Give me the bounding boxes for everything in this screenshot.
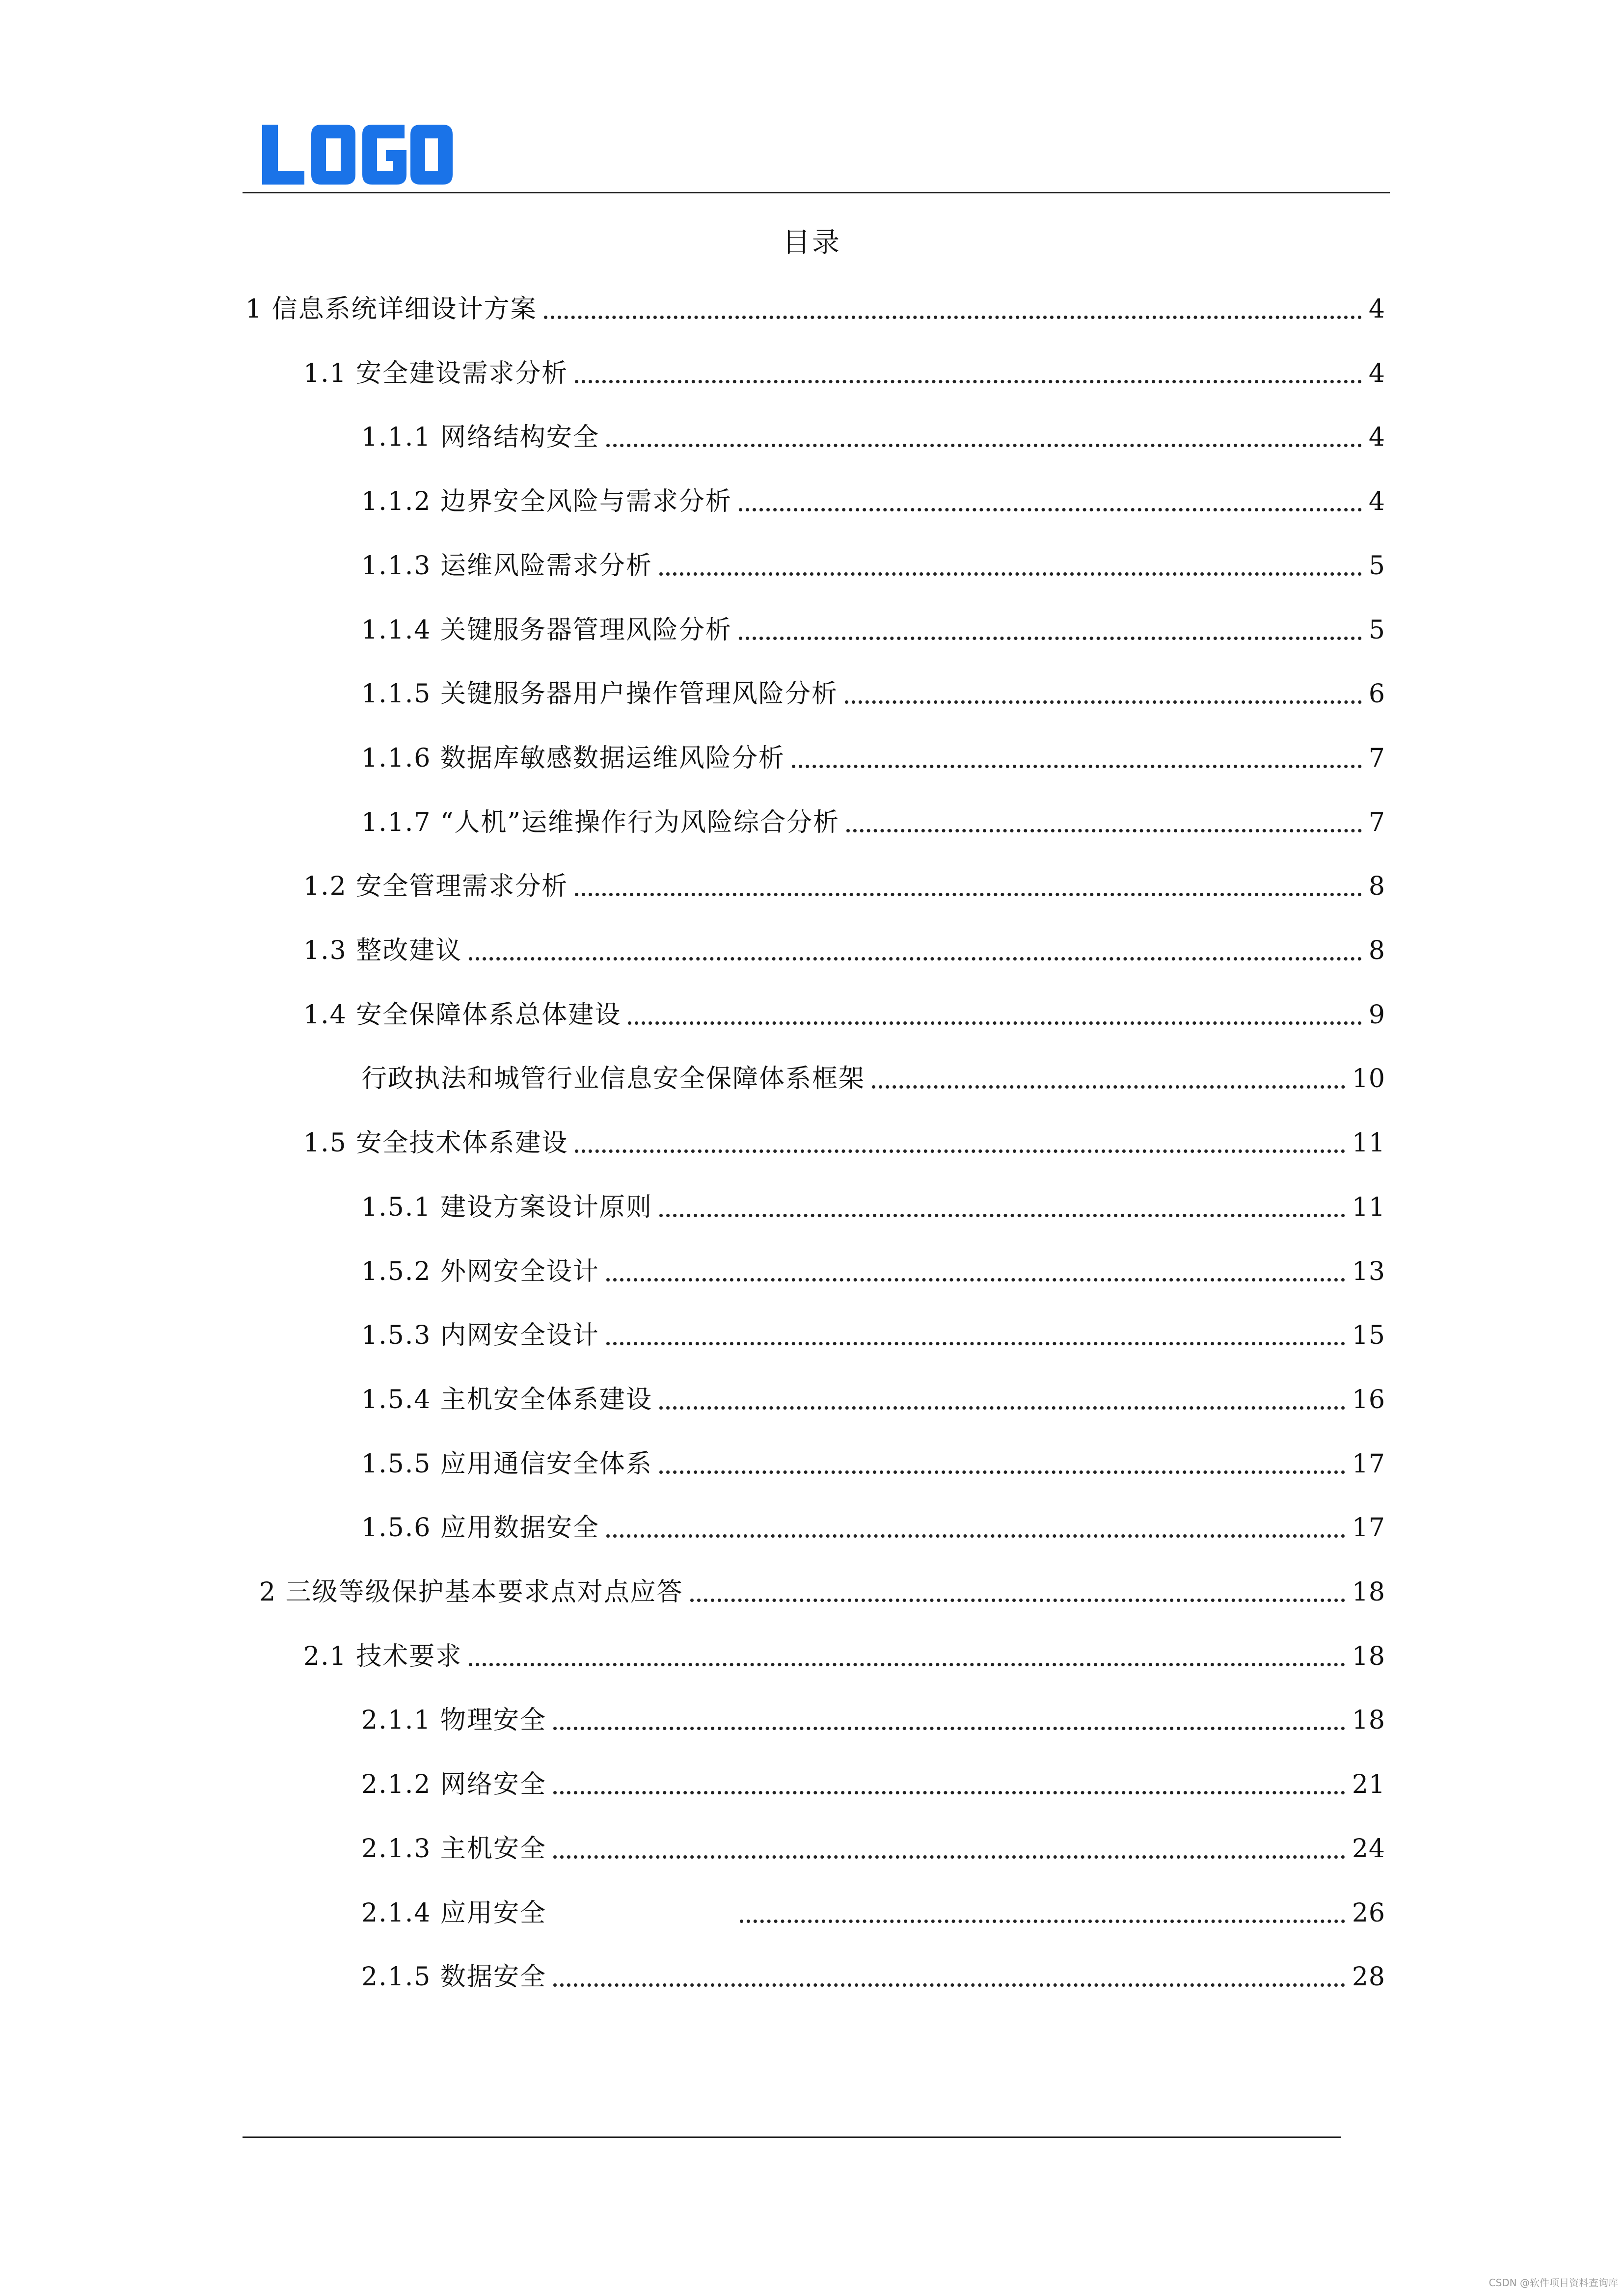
toc-dot-leader (659, 1470, 1345, 1474)
toc-entry-page-number: 11 (1352, 1128, 1385, 1158)
toc-entry[interactable] (303, 354, 1385, 393)
toc-dot-leader (553, 1855, 1345, 1859)
toc-dot-leader (606, 1342, 1345, 1345)
toc-dot-leader (659, 1214, 1345, 1217)
toc-entry-label: 1.5.4 主机安全体系建设 (361, 1380, 652, 1419)
toc-dot-leader (872, 1085, 1345, 1089)
toc-entry[interactable] (361, 739, 1385, 778)
toc-entry[interactable] (361, 674, 1385, 714)
toc-entry-page-number: 5 (1368, 615, 1385, 645)
toc-entry-label: 2.1.5 数据安全 (361, 1957, 546, 1997)
toc-entry-page-number: 26 (1352, 1898, 1385, 1928)
toc-entry-page-number: 4 (1368, 358, 1385, 388)
toc-entry-page-number: 18 (1352, 1577, 1385, 1607)
toc-entry-page-number: 5 (1368, 551, 1385, 581)
toc-dot-leader (575, 380, 1362, 383)
toc-dot-leader (846, 829, 1362, 832)
toc-entry-page-number: 18 (1352, 1706, 1385, 1735)
toc-entry-label: 1.5.2 外网安全设计 (361, 1252, 599, 1291)
toc-dot-leader (606, 1278, 1345, 1281)
toc-entry-label: 1.1.4 关键服务器管理风险分析 (361, 611, 732, 650)
toc-entry-page-number: 24 (1352, 1834, 1385, 1864)
logo (259, 116, 456, 188)
toc-entry-label: 2.1 技术要求 (303, 1637, 462, 1676)
toc-entry[interactable] (303, 931, 1385, 970)
toc-entry-page-number: 4 (1368, 294, 1385, 324)
toc-dot-leader (553, 1791, 1345, 1794)
toc-dot-leader (544, 316, 1362, 319)
toc-dot-leader (659, 572, 1362, 576)
toc-entry-label: 1.5.3 内网安全设计 (361, 1316, 599, 1355)
toc-entry-label: 1.1.6 数据库敏感数据运维风险分析 (361, 739, 785, 778)
toc-entry-label: 1.1.3 运维风险需求分析 (361, 546, 652, 586)
toc-entry-page-number: 18 (1352, 1641, 1385, 1671)
toc-entry[interactable] (361, 482, 1385, 521)
toc-entry-label: 1 信息系统详细设计方案 (245, 290, 537, 329)
toc-entry-page-number: 4 (1368, 423, 1385, 453)
toc-entry[interactable] (361, 1252, 1385, 1291)
toc-entry-label: 1.1.2 边界安全风险与需求分析 (361, 482, 732, 521)
toc-dot-leader (553, 1727, 1345, 1730)
toc-entry-label: 1.2 安全管理需求分析 (303, 867, 568, 906)
toc-entry[interactable] (303, 1123, 1385, 1163)
toc-entry-label: 1.1.5 关键服务器用户操作管理风险分析 (361, 674, 838, 714)
toc-entry[interactable] (361, 803, 1385, 842)
toc-entry-label: 1.5.6 应用数据安全 (361, 1508, 599, 1548)
toc-dot-leader (628, 1021, 1362, 1025)
toc-entry-page-number: 16 (1352, 1385, 1385, 1415)
toc-entry[interactable] (361, 1701, 1385, 1740)
toc-entry-page-number: 8 (1368, 872, 1385, 902)
header-divider (243, 192, 1390, 193)
toc-entry-page-number: 10 (1352, 1064, 1385, 1094)
toc-dot-leader (575, 1149, 1345, 1153)
toc-entry[interactable] (361, 1894, 1385, 1933)
toc-entry-page-number: 21 (1352, 1770, 1385, 1800)
toc-entry[interactable] (361, 1829, 1385, 1869)
toc-entry[interactable] (303, 867, 1385, 906)
toc-dot-leader (575, 893, 1362, 896)
toc-entry[interactable] (361, 611, 1385, 650)
toc-entry-page-number: 7 (1368, 807, 1385, 837)
toc-entry[interactable] (303, 1637, 1385, 1676)
toc-entry-page-number: 17 (1352, 1513, 1385, 1543)
toc-entry-page-number: 11 (1352, 1192, 1385, 1222)
toc-entry[interactable] (361, 546, 1385, 586)
toc-dot-leader (690, 1599, 1345, 1602)
toc-entry-label: 2 三级等级保护基本要求点对点应答 (259, 1573, 683, 1612)
toc-entry[interactable] (361, 1188, 1385, 1227)
toc-entry[interactable] (361, 1316, 1385, 1355)
toc-entry-label: 2.1.1 物理安全 (361, 1701, 546, 1740)
toc-entry[interactable] (361, 1957, 1385, 1997)
toc-entry-label: 1.3 整改建议 (303, 931, 462, 970)
toc-entry-page-number: 8 (1368, 936, 1385, 965)
toc-entry[interactable] (245, 290, 1385, 329)
toc-title: 目录 (783, 227, 841, 259)
toc-entry[interactable] (361, 1765, 1385, 1804)
toc-entry-page-number: 4 (1368, 487, 1385, 517)
toc-entry-page-number: 7 (1368, 743, 1385, 773)
toc-entry[interactable] (361, 1444, 1385, 1484)
toc-entry-label: 1.5.5 应用通信安全体系 (361, 1444, 652, 1484)
toc-dot-leader (553, 1983, 1345, 1987)
toc-entry-page-number: 15 (1352, 1321, 1385, 1351)
toc-dot-leader (606, 444, 1362, 447)
toc-dot-leader (469, 957, 1362, 961)
toc-entry-label: 1.4 安全保障体系总体建设 (303, 995, 621, 1035)
toc-entry-label: 1.1.7 “人机”运维操作行为风险综合分析 (361, 803, 839, 842)
toc-entry-label: 1.1.1 网络结构安全 (361, 418, 599, 457)
toc-dot-leader (606, 1534, 1345, 1538)
toc-entry-label: 2.1.2 网络安全 (361, 1765, 546, 1804)
toc-dot-leader (739, 637, 1362, 640)
toc-entry-label: 2.1.3 主机安全 (361, 1829, 546, 1869)
toc-dot-leader (845, 700, 1362, 704)
footer-divider (243, 2136, 1341, 2138)
toc-dot-leader (792, 765, 1362, 768)
toc-dot-leader (740, 1920, 1345, 1923)
toc-dot-leader (469, 1663, 1345, 1666)
toc-entry-page-number: 6 (1368, 679, 1385, 709)
toc-entry-label: 1.5 安全技术体系建设 (303, 1123, 568, 1163)
toc-entry-page-number: 28 (1352, 1962, 1385, 1992)
toc-entry-page-number: 9 (1368, 1000, 1385, 1030)
toc-entry[interactable] (259, 1573, 1385, 1612)
toc-entry-label: 行政执法和城管行业信息安全保障体系框架 (361, 1059, 865, 1098)
watermark-text: CSDN @软件项目资料查询库 (1489, 2277, 1618, 2289)
toc-entry-page-number: 13 (1352, 1256, 1385, 1286)
toc-dot-leader (739, 508, 1362, 511)
toc-entry-label: 1.5.1 建设方案设计原则 (361, 1188, 652, 1227)
toc-entry-label: 1.1 安全建设需求分析 (303, 354, 568, 393)
toc-entry-label: 2.1.4 应用安全 (361, 1894, 546, 1933)
toc-entry-page-number: 17 (1352, 1449, 1385, 1479)
toc-entry[interactable] (361, 1380, 1385, 1419)
toc-entry[interactable] (361, 418, 1385, 457)
toc-entry[interactable] (361, 1508, 1385, 1548)
toc-dot-leader (659, 1406, 1345, 1410)
toc-entry[interactable] (361, 1059, 1385, 1098)
toc-entry[interactable] (303, 995, 1385, 1035)
